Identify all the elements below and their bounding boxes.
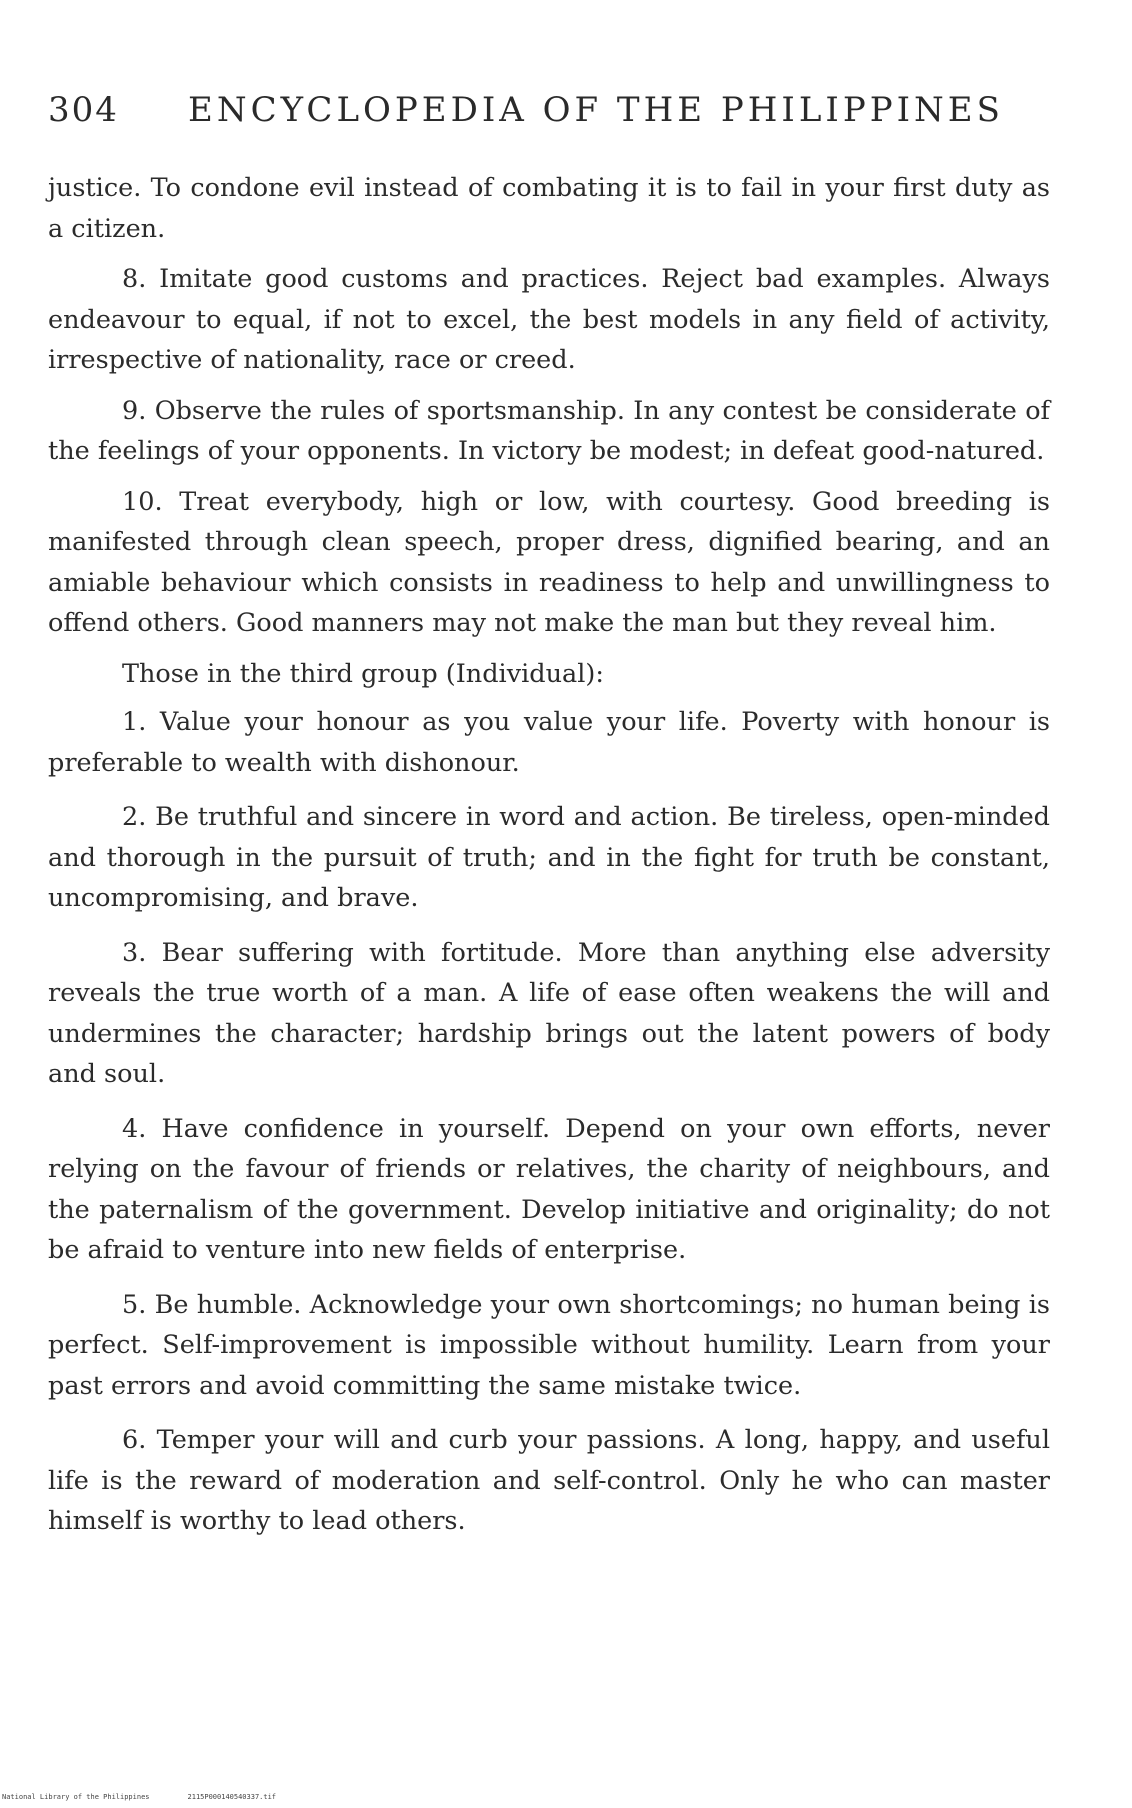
paragraph-individual-4: 4. Have confidence in yourself. Depend on your own efforts, never relying on the favour of friends or relatives, the charity of neighbours, and the paternalism of the government. Develop initiative and originality; do not be afraid to venture into new fields of enterprise. xyxy=(48,1113,1050,1265)
scan-footer xyxy=(2,1793,276,1801)
paragraph-item-10: 10. Treat everybody, high or low, with courtesy. Good breeding is manifested through clean speech, proper dress, dignified bearing, and an amiable behaviour which consists in readiness to help and unwillingness to offend others. Good manners may not make the man but they reveal him. xyxy=(48,486,1050,638)
paragraph-individual-1: 1. Value your honour as you value your life. Poverty with honour is preferable to wealth with dishonour. xyxy=(48,707,1050,778)
paragraph-individual-2: 2. Be truthful and sincere in word and action. Be tireless, open-minded and thorough in the pursuit of truth; and in the fight for truth be constant, uncompromising, and brave. xyxy=(48,802,1050,913)
page-header xyxy=(48,90,1048,140)
footer-library: National Library of the Philippines xyxy=(2,1793,150,1801)
body-text xyxy=(48,168,1050,1552)
paragraph-item-9: 9. Observe the rules of sportsmanship. In any contest be considerate of the feelings of your opponents. In victory be modest; in defeat good-natured. xyxy=(48,395,1050,466)
running-title: ENCYCLOPEDIA OF THE PHILIPPINES xyxy=(188,90,1004,130)
paragraph-individual-5: 5. Be humble. Acknowledge your own shortcomings; no human being is perfect. Self-improvement is impossible without humility. Learn from your past errors and avoid committing the same mistake twice. xyxy=(48,1289,1050,1401)
group-heading: Those in the third group (Individual): xyxy=(122,658,604,689)
paragraph-item-8: 8. Imitate good customs and practices. Reject bad examples. Always endeavour to equal, if not to excel, the best models in any field of activity, irrespective of nationality, race or creed. xyxy=(48,264,1050,375)
page-number: 304 xyxy=(48,90,119,130)
paragraph-continuation: justice. To condone evil instead of combating it is to fail in your first duty as a citizen. xyxy=(48,173,1050,244)
paragraph-individual-6: 6. Temper your will and curb your passions. A long, happy, and useful life is the reward of moderation and self-control. Only he who can master himself is worthy to lead others. xyxy=(48,1425,1050,1536)
footer-file-name: 2115P000140540337.tif xyxy=(187,1793,277,1801)
paragraph-individual-3: 3. Bear suffering with fortitude. More than anything else adversity reveals the true worth of a man. A life of ease often weakens the will and undermines the character; hardship brings out the latent powers of body and soul. xyxy=(48,937,1050,1089)
